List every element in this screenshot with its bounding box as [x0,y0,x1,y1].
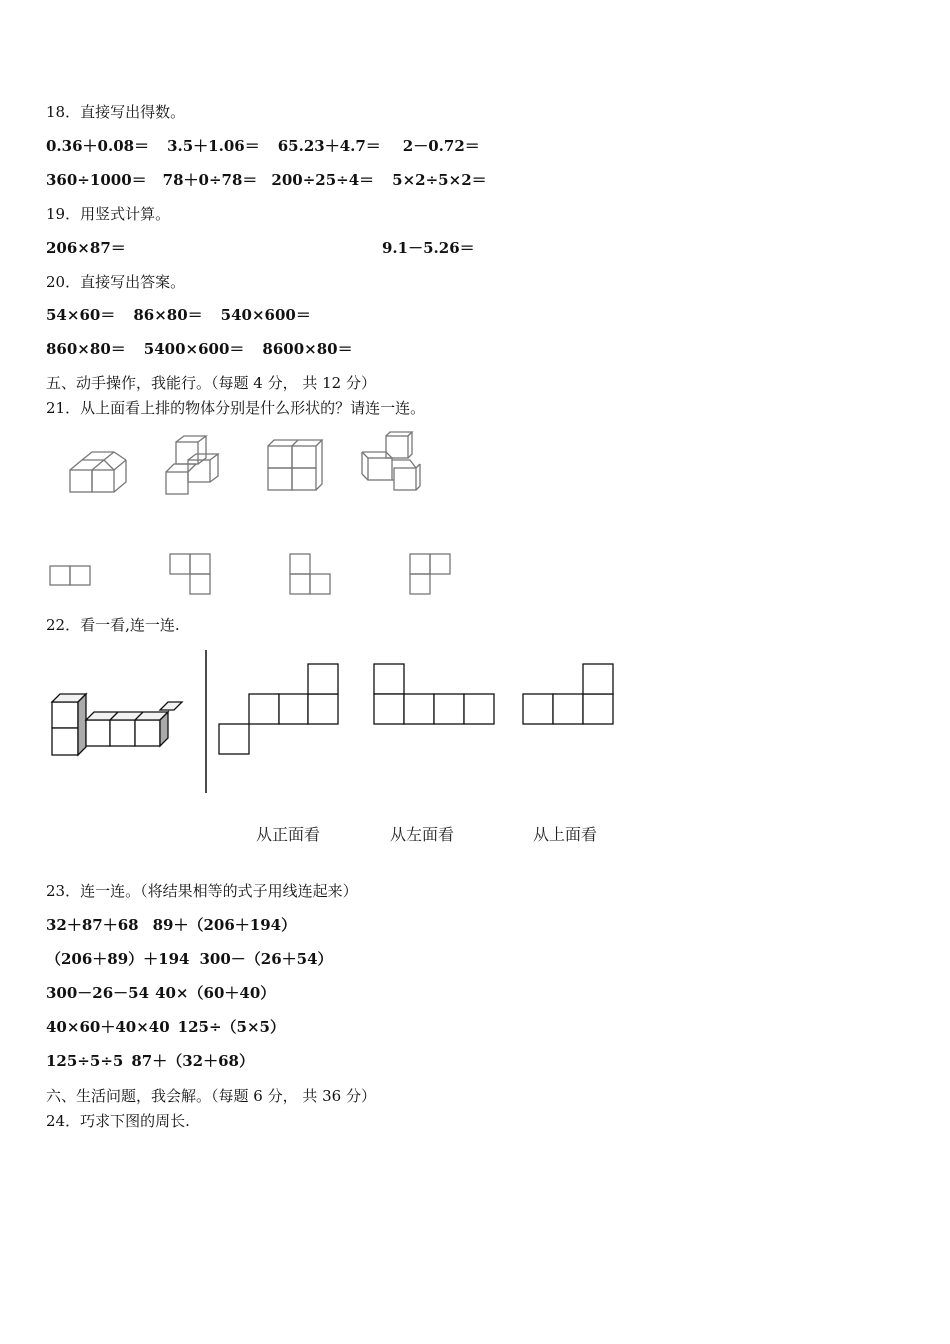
q23-left: 32＋87＋68 [46,916,139,934]
top-view-1 [50,566,90,585]
q23-left: 40×60＋40×40 [46,1018,170,1036]
q23-right: 40×（60＋40） [155,984,276,1002]
top-view-2 [170,554,210,594]
label-left-view: 从左面看 [390,825,455,844]
q23-right: 87＋（32＋68） [131,1052,254,1070]
q20-item: 8600×80＝ [262,340,353,358]
q22-figures [48,650,628,800]
q18-item: 78＋0÷78＝ [162,171,258,189]
q23-left: 125÷5÷5 [46,1052,124,1070]
section-5-heading: 五、动手操作，我能行。（每题 4 分， 共 12 分） [46,374,376,392]
q20-item: 5400×600＝ [143,340,245,358]
q18-item: 0.36＋0.08＝ [46,137,150,155]
q21-title: 21．从上面看上排的物体分别是什么形状的？请连一连。 [46,399,426,417]
q23-title: 23．连一连。（将结果相等的式子用线连起来） [46,882,358,900]
q18-row1 [46,136,480,156]
q18-item: 360÷1000＝ [46,171,147,189]
q24-title: 24．巧求下图的周长. [46,1112,190,1130]
q21-objects [60,430,460,510]
q21-top-views [48,552,468,602]
q18-row2 [46,170,487,190]
q18-item: 200÷25÷4＝ [271,171,375,189]
q20-row2 [46,339,353,359]
q20-item: 860×80＝ [46,340,126,358]
q23-right: 300－（26＋54） [199,950,333,968]
section-6-heading: 六、生活问题，我会解。（每题 6 分， 共 36 分） [46,1087,376,1105]
q22-title: 22．看一看,连一连. [46,616,180,634]
q18-item: 5×2÷5×2＝ [392,171,487,189]
q18-item: 65.23＋4.7＝ [277,137,381,155]
object-3-cubes [268,440,322,490]
q23-row [46,983,275,1003]
q20-title: 20．直接写出答案。 [46,273,186,291]
object-1-cubes [70,452,126,492]
q19-item-2: 9.1－5.26＝ [382,239,475,257]
q23-right: 125÷（5×5） [177,1018,285,1036]
q18-title: 18．直接写出得数。 [46,103,186,121]
q23-row [46,949,333,969]
label-front-view: 从正面看 [256,825,321,844]
q23-row [46,1051,254,1071]
q20-item: 54×60＝ [46,306,116,324]
object-2-cubes [166,436,218,494]
top-view-4 [410,554,450,594]
object-4-cubes [362,432,420,490]
q23-right: 89＋（206＋194） [152,916,297,934]
q19-title: 19．用竖式计算。 [46,205,171,223]
q22-view-a [219,664,338,754]
q20-item: 540×600＝ [220,306,311,324]
q20-item: 86×80＝ [133,306,203,324]
q22-3d-object [52,694,182,755]
q20-row1 [46,305,311,325]
q23-left: （206＋89）＋194 [46,950,190,968]
q23-row [46,1017,285,1037]
q22-view-c [523,664,613,724]
q18-item: 3.5＋1.06＝ [167,137,260,155]
q18-item: 2－0.72＝ [402,137,480,155]
q23-left: 300－26－54 [46,984,150,1002]
q19-item-1: 206×87＝ [46,239,126,257]
q23-row [46,915,296,935]
top-view-3 [290,554,330,594]
label-top-view: 从上面看 [533,825,598,844]
q22-view-b [374,664,494,724]
